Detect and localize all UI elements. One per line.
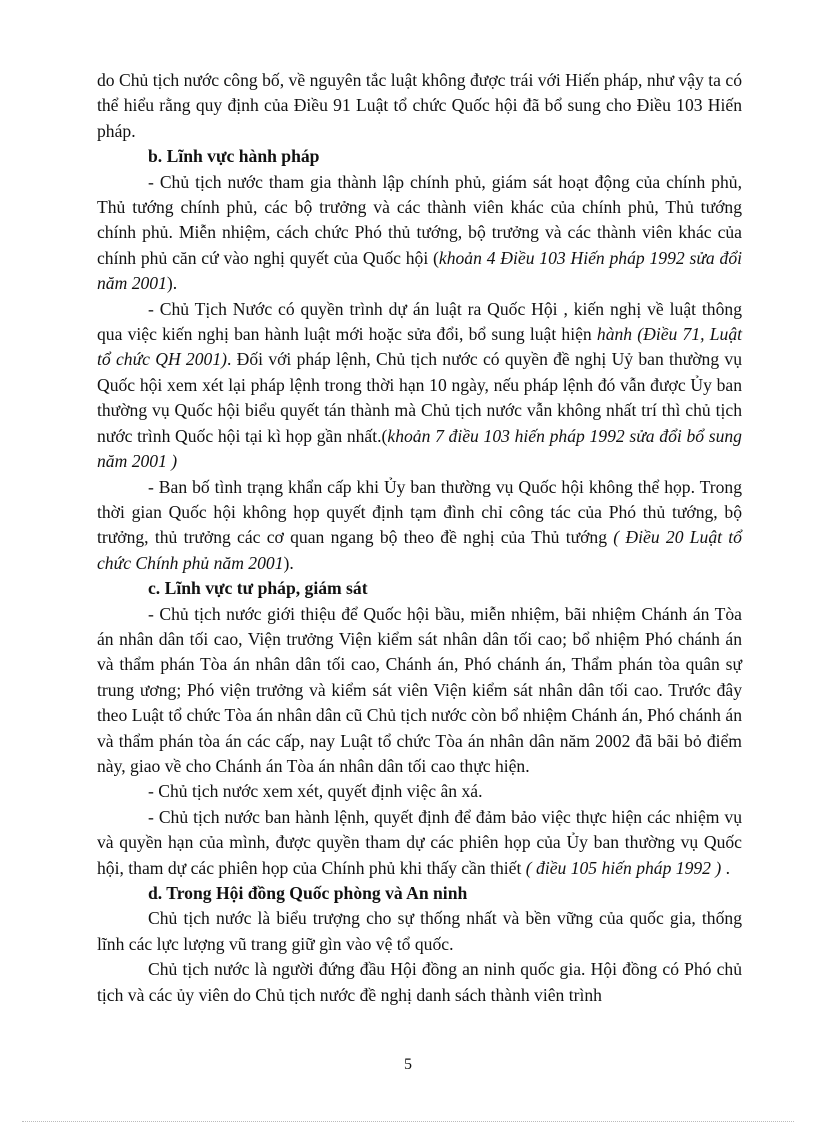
paragraph-judicial-3: [97, 805, 742, 881]
paragraph-executive-2: [97, 297, 742, 475]
citation: ( điều 105 hiến pháp 1992 ): [525, 857, 722, 878]
paragraph-text: - Chủ tịch nước tham gia thành lập chính phủ, giám sát hoạt động của chính phủ, Thủ tướng chính phủ, các bộ trưởng và các thành viên khác của chính phủ, Thủ tướng chính phủ. Miễn nhiệm, cách chức Phó thủ tướng, bộ trưởng và các thành viên khác của chính phủ căn cứ vào nghị quyết của Quốc hội (: [97, 171, 742, 268]
page-bottom-divider: [22, 1121, 794, 1122]
citation: ( Điều 20 Luật tổ chức Chính phủ năm 2001: [97, 527, 742, 573]
page-content: [97, 68, 742, 1008]
page-number: 5: [404, 1056, 412, 1073]
citation: khoản 7 điều 103 hiến pháp 1992 sửa đổi bổ sung năm 2001 ): [97, 425, 742, 472]
paragraph-executive-1: [97, 170, 742, 297]
paragraph-text: - Chủ Tịch Nước có quyền trình dự án luật ra Quốc Hội , kiến nghị về luật thông qua việc kiến nghị ban hành luật mới hoặc sửa đổi, bổ sung luật hiện: [97, 298, 742, 345]
paragraph-defense-1: Chủ tịch nước là biểu trượng cho sự thống nhất và bền vững của quốc gia, thống lĩnh các lực lượng vũ trang giữ gìn vào vệ tổ quốc.: [97, 908, 742, 954]
paragraph-text: . Đối với pháp lệnh, Chủ tịch nước có quyền đề nghị Uỷ ban thường vụ Quốc hội xem xét lại pháp lệnh trong thời hạn 10 ngày, nếu pháp lệnh đó vẫn được Ủy ban thường vụ Quốc hội biểu quyết tán thành mà Chủ tịch nước vẫn không nhất trí thì chủ tịch nước trình Quốc hội tại kì họp gần nhất.(: [97, 349, 742, 446]
paragraph-text: - Chủ tịch nước ban hành lệnh, quyết định để đảm bảo việc thực hiện các nhiệm vụ và quyền hạn của mình, được quyền tham dự các phiên họp của Ủy ban thường vụ Quốc hội, tham dự các phiên họp của Chính phủ khi thấy cần thiết: [97, 806, 742, 878]
paragraph-executive-3: [97, 475, 742, 577]
paragraph-continuation: do Chủ tịch nước công bố, về nguyên tắc luật không được trái với Hiến pháp, như vậy ta có thể hiểu rằng quy định của Điều 91 Luật tổ chức Quốc hội đã bổ sung cho Điều 103 Hiến pháp.: [97, 70, 742, 141]
paragraph-text: ).: [166, 273, 178, 294]
section-heading-b: b. Lĩnh vực hành pháp: [148, 146, 320, 167]
citation: hành (Điều 71, Luật tổ chức QH 2001): [97, 324, 743, 370]
paragraph-defense-2: Chủ tịch nước là người đứng đầu Hội đồng an ninh quốc gia. Hội đồng có Phó chủ tịch và các ủy viên do Chủ tịch nước đề nghị danh sách thành viên trình: [97, 959, 742, 1005]
section-heading-d: d. Trong Hội đồng Quốc phòng và An ninh: [148, 883, 468, 903]
paragraph-judicial-2: - Chủ tịch nước xem xét, quyết định việc ân xá.: [148, 781, 483, 802]
paragraph-judicial-1: - Chủ tịch nước giới thiệu để Quốc hội bầu, miễn nhiệm, bãi nhiệm Chánh án Tòa án nhân dân tối cao, Viện trưởng Viện kiểm sát nhân dân tối cao; bổ nhiệm Phó chánh án và thẩm phán Tòa án nhân dân tối cao, Chánh án, Phó chánh án, Thẩm phán tòa quân sự trung ương; Phó viện trưởng và kiểm sát viên Viện kiểm sát nhân dân tối cao. Trước đây theo Luật tổ chức Tòa án nhân dân cũ Chủ tịch nước còn bổ nhiệm Chánh án, Phó chánh án và thẩm phán tòa án các cấp, nay Luật tổ chức Tòa án nhân dân năm 2002 đã bãi bỏ điểm này, giao về cho Chánh án Tòa án nhân dân tối cao thực hiện.: [97, 603, 742, 776]
paragraph-text: .: [721, 857, 731, 878]
paragraph-text: - Ban bố tình trạng khẩn cấp khi Ủy ban thường vụ Quốc hội không thể họp. Trong thời gian Quốc hội không họp quyết định tạm đình chỉ công tác của Phó thủ tướng, bộ trưởng, thủ trưởng các cơ quan ngang bộ theo đề nghị của Thủ tướng: [97, 476, 742, 548]
citation: khoản 4 Điều 103 Hiến pháp 1992 sửa đổi năm 2001: [97, 247, 743, 294]
section-heading-c: c. Lĩnh vực tư pháp, giám sát: [148, 578, 368, 599]
paragraph-text: ).: [283, 552, 294, 573]
